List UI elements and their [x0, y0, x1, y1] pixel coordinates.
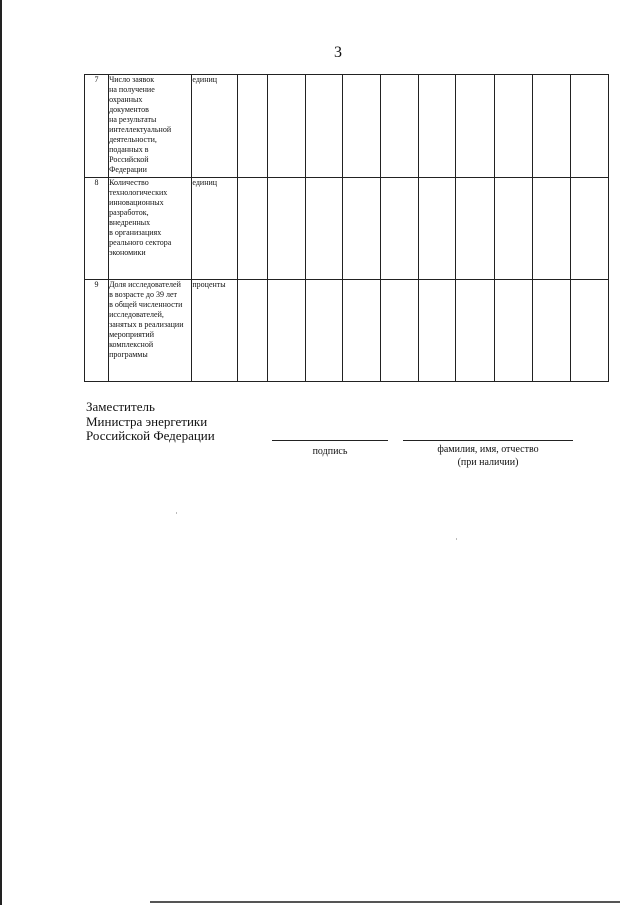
value-cell	[381, 75, 419, 178]
value-cell	[456, 75, 494, 178]
value-cell	[342, 280, 380, 382]
unit-cell-text: проценты	[192, 280, 226, 289]
value-cell	[342, 178, 380, 280]
page-number: 3	[334, 44, 342, 61]
indicator-name-cell	[109, 75, 192, 178]
value-cell	[419, 280, 456, 382]
value-cell	[494, 280, 532, 382]
table-row	[85, 178, 609, 280]
signatory-title	[86, 400, 215, 444]
row-number-cell-text: 7	[94, 75, 99, 84]
value-cell	[570, 75, 608, 178]
value-cell	[267, 75, 305, 178]
value-cell	[267, 178, 305, 280]
row-number-cell-text: 8	[94, 178, 99, 187]
value-cell	[237, 75, 267, 178]
indicator-name-cell-text: Доля исследователей в возрасте до 39 лет в общей численности исследователей, занятых в реализации мероприятий комплексной программы	[109, 280, 184, 359]
indicator-name-cell-text: Число заявок на получение охранных документов на результаты интеллектуальной деятельности, поданных в Российской Федерации	[109, 75, 172, 174]
value-cell	[419, 75, 456, 178]
signatory-title-line: Российской Федерации	[86, 428, 215, 443]
full-name-line	[403, 440, 573, 441]
value-cell	[494, 178, 532, 280]
unit-cell	[192, 280, 237, 382]
signature-caption: подпись	[312, 446, 348, 457]
value-cell	[532, 178, 570, 280]
scan-speck	[176, 512, 177, 514]
full-name-caption-line: фамилия, имя, отчество	[437, 444, 539, 455]
unit-cell	[192, 178, 237, 280]
row-number-cell-text: 9	[94, 280, 99, 289]
value-cell	[305, 178, 342, 280]
unit-cell-text: единиц	[192, 178, 218, 187]
value-cell	[532, 75, 570, 178]
row-number-cell	[85, 280, 109, 382]
value-cell	[532, 280, 570, 382]
value-cell	[381, 178, 419, 280]
indicator-name-cell	[109, 280, 192, 382]
full-name-caption	[403, 443, 573, 469]
unit-cell	[192, 75, 237, 178]
indicator-name-cell-text: Количество технологических инновационных разработок, внедренных в организациях реального сектора экономики	[109, 178, 172, 257]
value-cell	[237, 280, 267, 382]
unit-cell-text: единиц	[192, 75, 218, 84]
value-cell	[494, 75, 532, 178]
value-cell	[456, 178, 494, 280]
scan-left-edge	[0, 0, 2, 905]
value-cell	[419, 178, 456, 280]
signatory-title-line: Министра энергетики	[86, 413, 208, 429]
row-number-cell	[85, 75, 109, 178]
table-row	[85, 75, 609, 178]
table-row	[85, 280, 609, 382]
value-cell	[305, 280, 342, 382]
value-cell	[237, 178, 267, 280]
signatory-title-line: Заместитель	[86, 399, 155, 414]
full-name-caption-line: (при наличии)	[457, 457, 519, 468]
signature-line	[272, 440, 388, 441]
indicator-name-cell	[109, 178, 192, 280]
value-cell	[381, 280, 419, 382]
scan-bottom-edge	[150, 901, 620, 903]
scan-speck	[456, 538, 457, 540]
value-cell	[267, 280, 305, 382]
value-cell	[570, 280, 608, 382]
row-number-cell	[85, 178, 109, 280]
indicators-table	[84, 74, 609, 382]
value-cell	[570, 178, 608, 280]
value-cell	[305, 75, 342, 178]
value-cell	[456, 280, 494, 382]
value-cell	[342, 75, 380, 178]
